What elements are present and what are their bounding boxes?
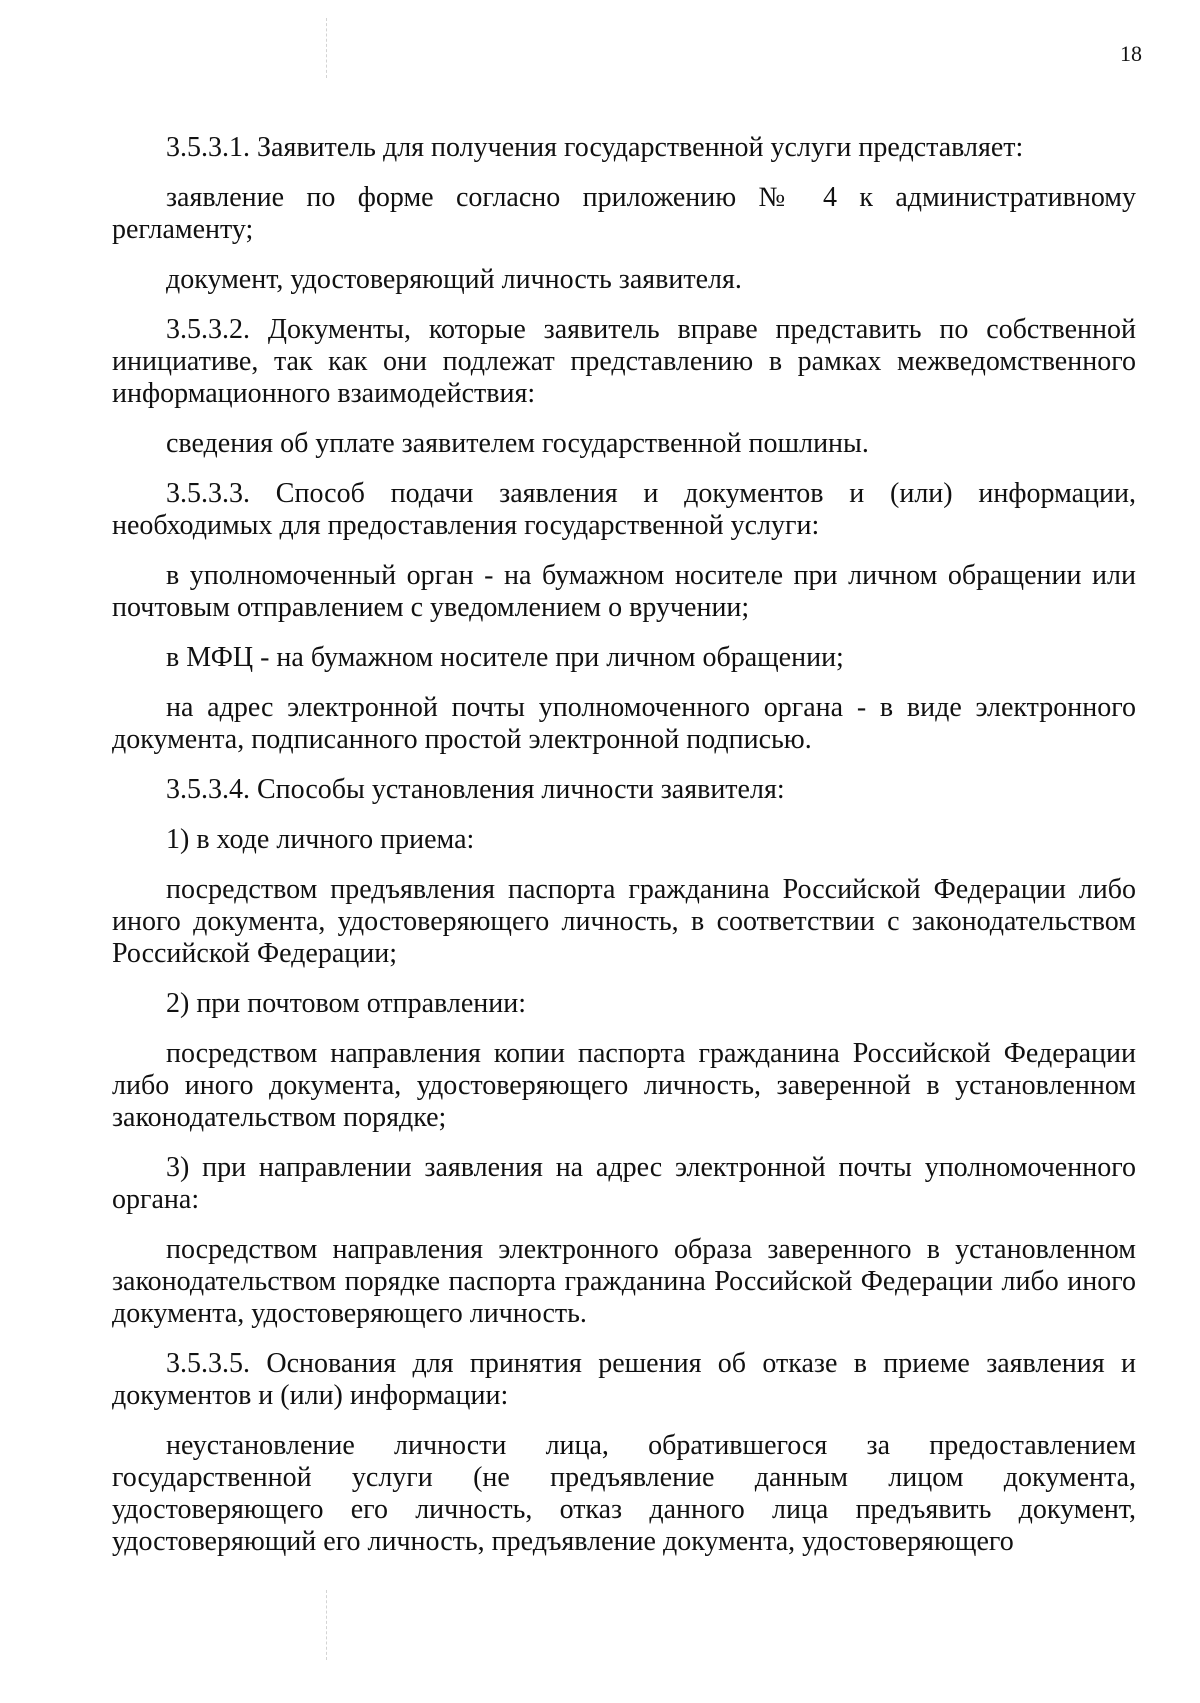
paragraph-state-fee: сведения об уплате заявителем государственной пошлины. bbox=[166, 428, 869, 459]
paragraph-3-5-3-5: 3.5.3.5. Основания для принятия решения об отказе в приеме заявления и документов и (или) информации: bbox=[112, 1348, 1136, 1411]
scan-fold-mark bbox=[326, 18, 327, 78]
paragraph-electronic-image: посредством направления электронного образа заверенного в установленном законодательством порядке паспорта гражданина Российской Федерации либо иного документа, удостоверяющего личность. bbox=[112, 1234, 1136, 1329]
paragraph-mfc: в МФЦ - на бумажном носителе при личном обращении; bbox=[166, 642, 844, 673]
paragraph-3-5-3-1: 3.5.3.1. Заявитель для получения государственной услуги представляет: bbox=[166, 132, 1024, 163]
scan-fold-mark bbox=[326, 1590, 327, 1660]
paragraph-identity-document: документ, удостоверяющий личность заявителя. bbox=[166, 264, 742, 295]
page-number: 18 bbox=[1120, 41, 1142, 66]
paragraph-3-5-3-4: 3.5.3.4. Способы установления личности заявителя: bbox=[166, 774, 785, 805]
paragraph-application-form: заявление по форме согласно приложению № 4 к административному регламенту; bbox=[112, 182, 1136, 245]
paragraph-passport-presentation: посредством предъявления паспорта гражданина Российской Федерации либо иного документа, удостоверяющего личность, в соответствии с законодательством Российской Федерации; bbox=[112, 874, 1136, 969]
paragraph-passport-copy: посредством направления копии паспорта гражданина Российской Федерации либо иного документа, удостоверяющего личность, заверенной в установленном законодательством порядке; bbox=[112, 1038, 1136, 1133]
paragraph-3-5-3-2: 3.5.3.2. Документы, которые заявитель вправе представить по собственной инициативе, так как они подлежат представлению в рамках межведомственного информационного взаимодействия: bbox=[112, 314, 1136, 409]
paragraph-personal-reception: 1) в ходе личного приема: bbox=[166, 824, 475, 855]
paragraph-refusal-grounds: неустановление личности лица, обратившегося за предоставлением государственной услуги (не предъявление данным лицом документа, удостоверяющего его личность, отказ данного лица предъявить документ, удостоверяющий его личность, предъявление документа, удостоверяющего bbox=[112, 1430, 1136, 1557]
paragraph-email: на адрес электронной почты уполномоченного органа - в виде электронного документа, подписанного простой электронной подписью. bbox=[112, 692, 1136, 755]
paragraph-authorized-body: в уполномоченный орган - на бумажном носителе при личном обращении или почтовым отправлением с уведомлением о вручении; bbox=[112, 560, 1136, 623]
paragraph-3-5-3-3: 3.5.3.3. Способ подачи заявления и документов и (или) информации, необходимых для предоставления государственной услуги: bbox=[112, 478, 1136, 541]
paragraph-email-sending: 3) при направлении заявления на адрес электронной почты уполномоченного органа: bbox=[112, 1152, 1136, 1215]
paragraph-postal-sending: 2) при почтовом отправлении: bbox=[166, 988, 526, 1019]
document-body bbox=[112, 132, 1136, 1558]
